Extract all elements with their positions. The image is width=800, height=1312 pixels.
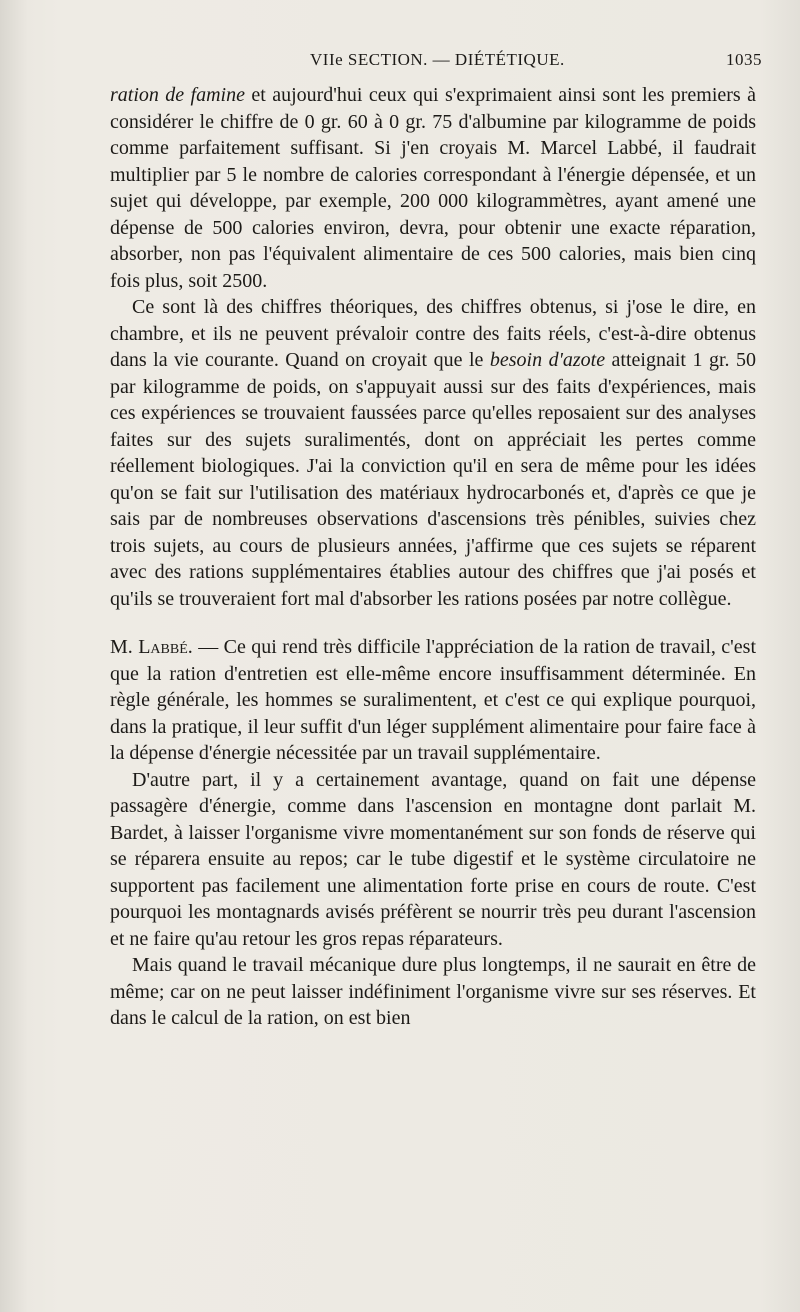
- paragraph-text: Ce sont là des chiffres théoriques, des chiffres obtenus, si j'ose le dire, en chambre, et ils ne peuvent prévaloir contre des faits réels, c'est-à-dire obtenus dans la vie courante. Quand on croyait que le: [110, 296, 756, 371]
- paragraph-4: [110, 767, 756, 953]
- paragraph-text: atteignait 1 gr. 50 par kilogramme de poids, on s'appuyait aussi sur des faits d'expériences, mais ces expériences se trouvaient faussées parce qu'elles reposaient sur des analyses faites sur des sujets suralimentés, dont on appréciait les pertes comme réellement biologiques. J'ai la conviction qu'il en sera de même pour les idées qu'on se fait sur l'utilisation des matériaux hydrocarbonés et, d'après ce que je sais par de nombreuses observations d'ascensions très pénibles, suivies chez trois sujets, au cours de plusieurs années, j'affirme que ces sujets se réparent avec des rations supplémentaires établies autour des chiffres que j'ai posés et qu'ils se trouveraient fort mal d'absorber les rations posées par notre collègue.: [110, 349, 756, 610]
- italic-phrase: besoin d'azote: [489, 349, 606, 371]
- italic-phrase: ration de famine: [110, 84, 245, 106]
- paragraph-text: et aujourd'hui ceux qui s'exprimaient ainsi sont les premiers à considérer le chiffre de 0 gr. 60 à 0 gr. 75 d'albumine par kilogramme de poids comme parfaitement suffisant. Si j'en croyais M. Marcel Labbé, il faudrait multiplier par 5 le nombre de calories correspondant à l'énergie dépensée, et un sujet qui développe, par exemple, 200 000 kilogrammètres, ayant amené une dépense de 500 calories environ, devra, pour obtenir une exacte réparation, absorber, non pas l'équivalent alimentaire de ces 500 calories, mais bien cinq fois plus, soit 2500.: [110, 84, 756, 292]
- body-text: [110, 82, 756, 1032]
- paragraph-text: . — Ce qui rend très difficile l'appréciation de la ration de travail, c'est que la ration d'entretien est elle-même encore insuffisamment déterminée. En règle générale, les hommes se suralimentent, et c'est ce qui explique pourquoi, dans la pratique, il leur suffit d'un léger supplément alimentaire pour faire face à la dépense d'énergie nécessitée par un travail supplémentaire.: [110, 636, 756, 764]
- speaker-prefix: M.: [110, 636, 139, 658]
- paragraph-5: [110, 952, 756, 1032]
- speaker-name: Labbé: [138, 636, 188, 658]
- paragraph-2: [110, 294, 756, 612]
- paragraph-1: [110, 82, 756, 294]
- section-title: VIIe SECTION. — DIÉTÉTIQUE.: [310, 50, 565, 69]
- paragraph-text: D'autre part, il y a certainement avantage, quand on fait une dépense passagère d'énergie, comme dans l'ascension en montagne dont parlait M. Bardet, à laisser l'organisme vivre momentanément sur son fonds de réserve qui se réparera ensuite au repos; car le tube digestif et le système circulatoire ne supportent pas facilement une alimentation forte prise en cours de route. C'est pourquoi les montagnards avisés préfèrent se nourrir très peu durant l'ascension et ne faire qu'au retour les gros repas réparateurs.: [110, 768, 756, 950]
- page-number: 1035: [726, 50, 762, 69]
- running-header: [110, 50, 762, 76]
- paragraph-3: [110, 634, 756, 767]
- paragraph-text: Mais quand le travail mécanique dure plus longtemps, il ne saurait en être de même; car on ne peut laisser indéfiniment l'organisme vivre sur ses réserves. Et dans le calcul de la ration, on est bien: [110, 954, 756, 1029]
